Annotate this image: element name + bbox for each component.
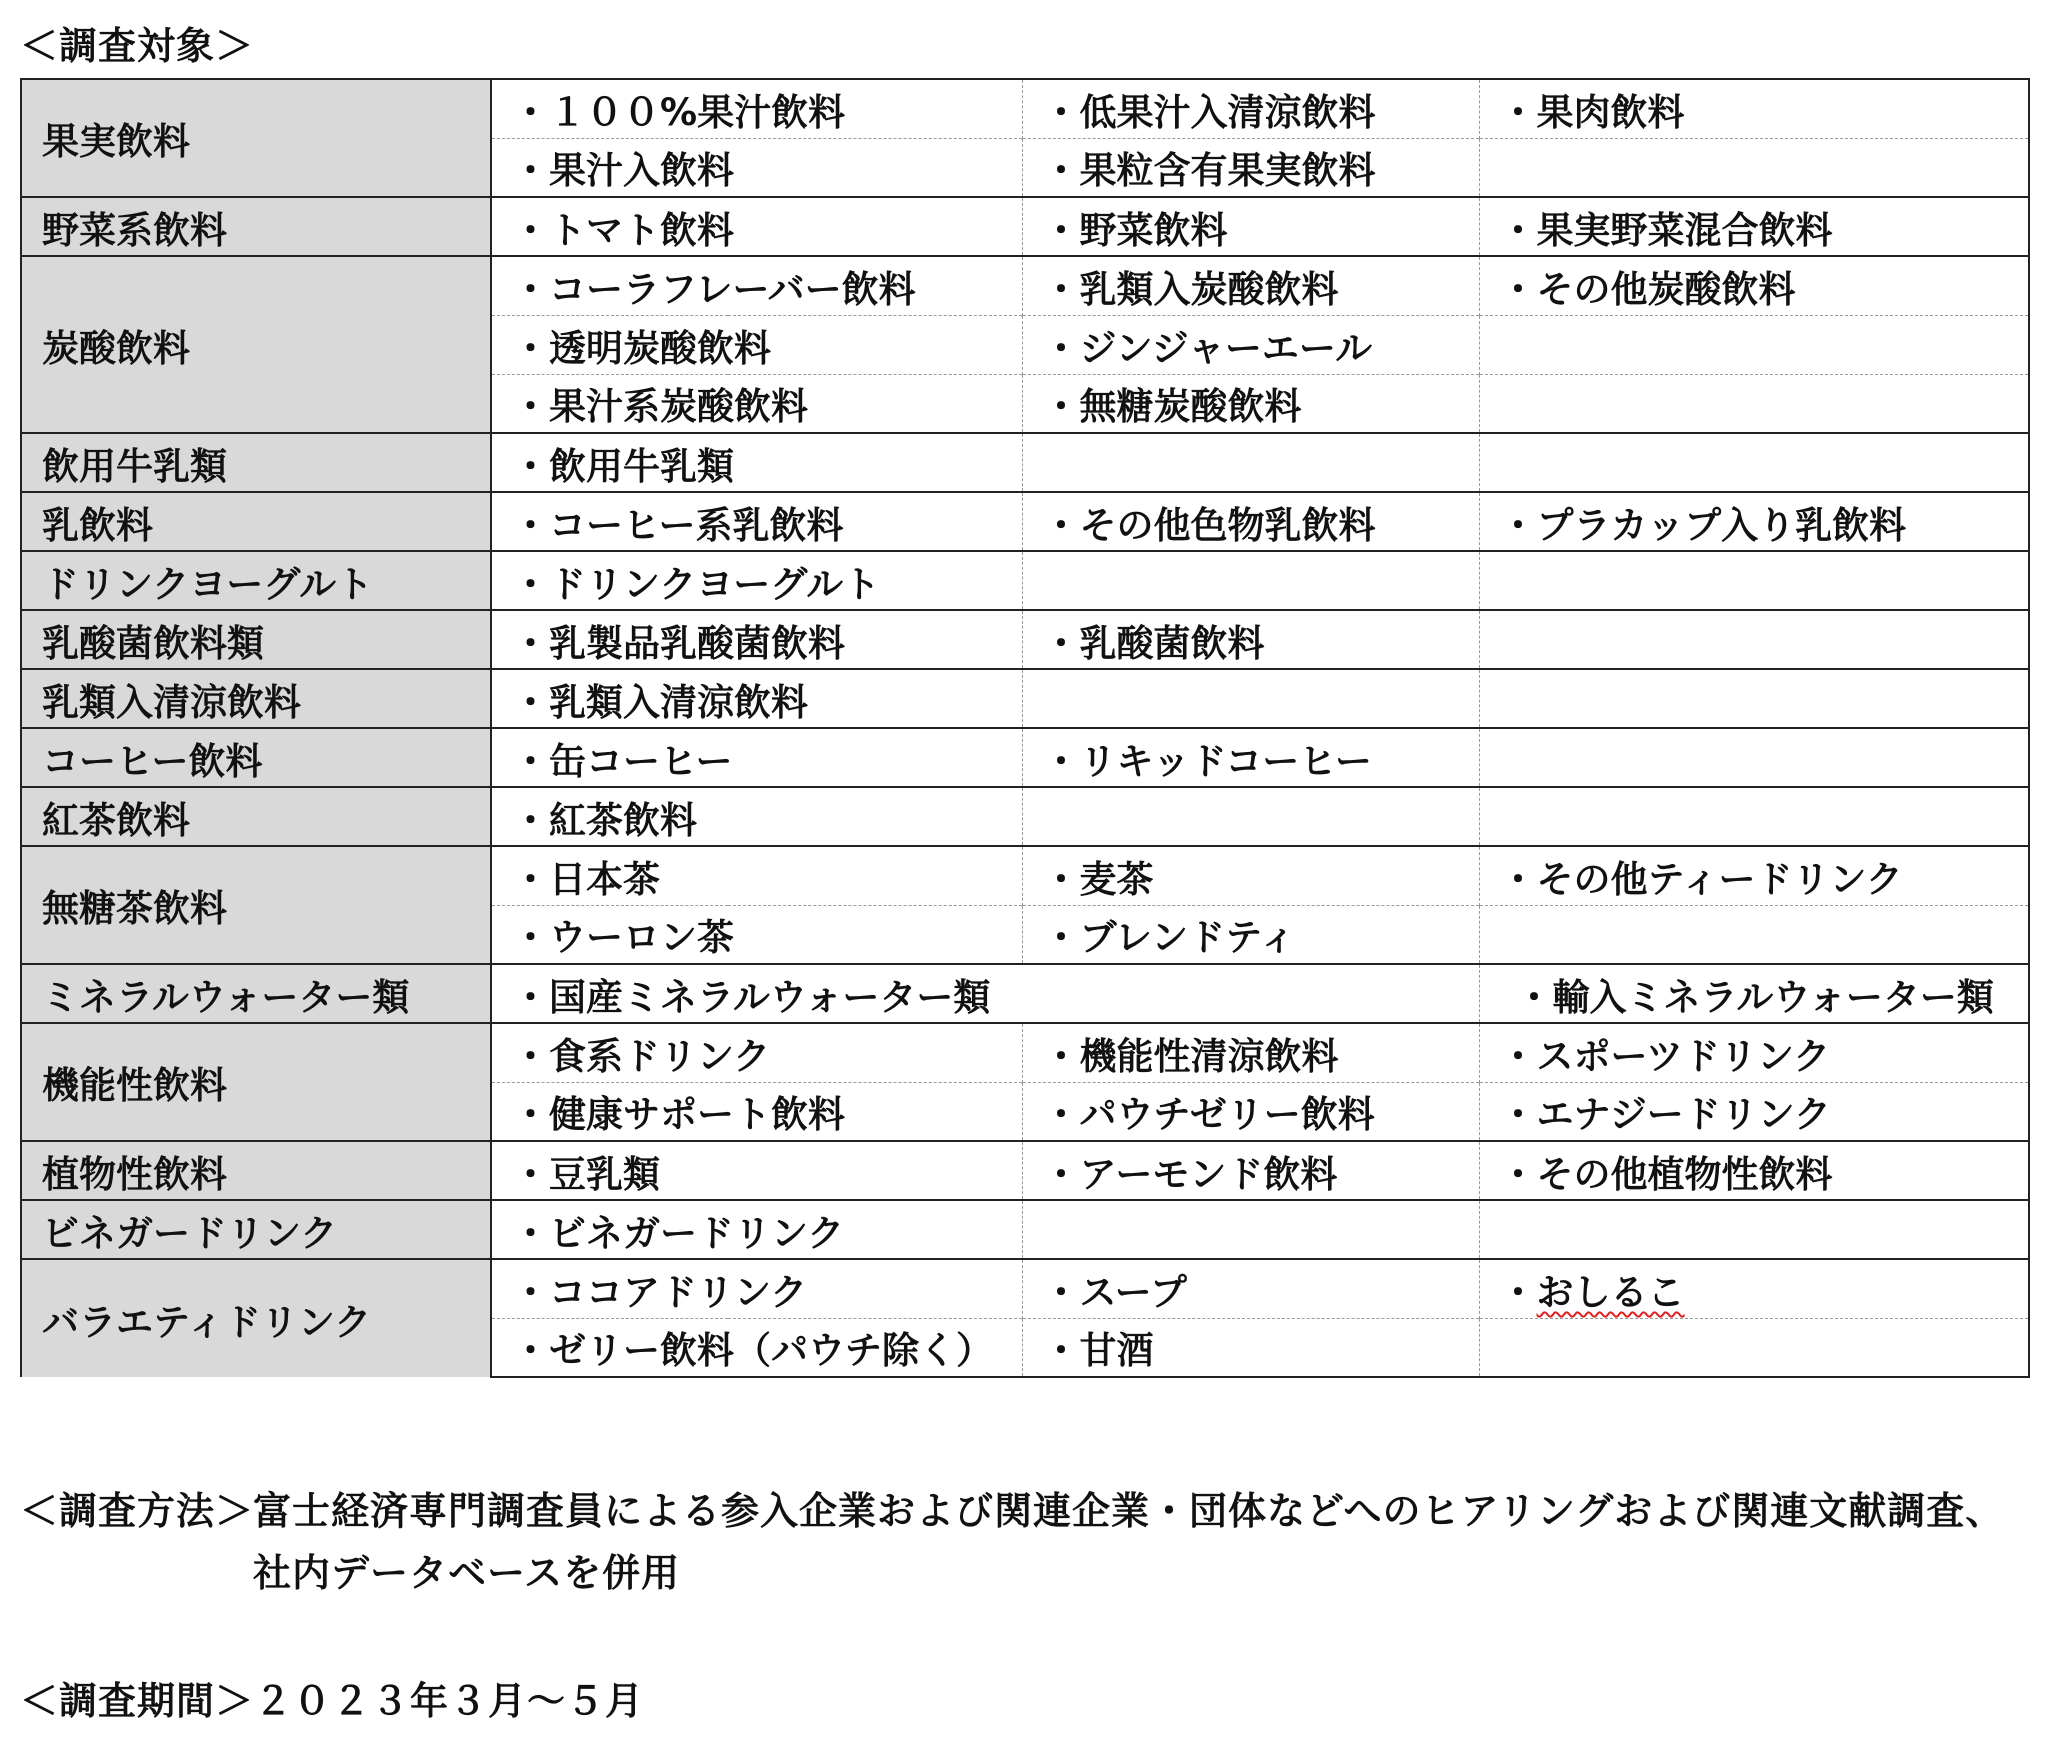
category-vinegar: ビネガードリンク <box>21 1200 491 1259</box>
category-carbonated: 炭酸飲料 <box>21 256 491 433</box>
item-cell: ・パウチゼリー飲料 <box>1022 1082 1479 1141</box>
item-cell: ・１００%果汁飲料 <box>491 79 1022 138</box>
table-row <box>21 1141 2029 1200</box>
table-row <box>21 197 2029 256</box>
empty-cell <box>1479 315 2029 374</box>
empty-cell <box>1022 1200 1479 1259</box>
table-row <box>21 256 2029 315</box>
empty-cell <box>1479 138 2029 197</box>
table-row <box>21 551 2029 610</box>
item-cell: ・ブレンドティ <box>1022 905 1479 964</box>
item-cell: ・ウーロン茶 <box>491 905 1022 964</box>
item-cell: ・ジンジャーエール <box>1022 315 1479 374</box>
item-cell: ・アーモンド飲料 <box>1022 1141 1479 1200</box>
empty-cell <box>1479 1318 2029 1377</box>
empty-cell <box>1022 433 1479 492</box>
item-cell: ・ゼリー飲料（パウチ除く） <box>491 1318 1022 1377</box>
bullet: ・ <box>1499 1270 1537 1314</box>
item-cell: ・その他色物乳飲料 <box>1022 492 1479 551</box>
item-cell: ・輸入ミネラルウォーター類 <box>1479 964 2029 1023</box>
category-yogurt: ドリンクヨーグルト <box>21 551 491 610</box>
empty-cell <box>1479 433 2029 492</box>
empty-cell <box>1479 905 2029 964</box>
table-row <box>21 728 2029 787</box>
item-cell: ・食系ドリンク <box>491 1023 1022 1082</box>
survey-period <box>20 1670 644 1732</box>
table-row <box>21 79 2029 138</box>
item-cell: ・麦茶 <box>1022 846 1479 905</box>
empty-cell <box>1022 787 1479 846</box>
item-cell: ・その他炭酸飲料 <box>1479 256 2029 315</box>
item-cell: ・低果汁入清涼飲料 <box>1022 79 1479 138</box>
item-cell <box>1479 1259 2029 1318</box>
category-plant: 植物性飲料 <box>21 1141 491 1200</box>
item-cell: ・乳類入清涼飲料 <box>491 669 1022 728</box>
item-cell: ・飲用牛乳類 <box>491 433 1022 492</box>
table-row <box>21 433 2029 492</box>
category-functional: 機能性飲料 <box>21 1023 491 1141</box>
item-cell: ・無糖炭酸飲料 <box>1022 374 1479 433</box>
item-cell: ・紅茶飲料 <box>491 787 1022 846</box>
item-cell: ・スープ <box>1022 1259 1479 1318</box>
table-row <box>21 669 2029 728</box>
category-milk-soft: 乳類入清涼飲料 <box>21 669 491 728</box>
table-row <box>21 1259 2029 1318</box>
empty-cell <box>1479 610 2029 669</box>
item-cell: ・果粒含有果実飲料 <box>1022 138 1479 197</box>
item-cell: ・その他植物性飲料 <box>1479 1141 2029 1200</box>
category-variety: バラエティドリンク <box>21 1259 491 1377</box>
survey-period-label: ＜調査期間＞ <box>20 1679 255 1723</box>
item-cell: ・機能性清涼飲料 <box>1022 1023 1479 1082</box>
item-cell: ・日本茶 <box>491 846 1022 905</box>
item-cell: ・乳類入炭酸飲料 <box>1022 256 1479 315</box>
item-cell: ・健康サポート飲料 <box>491 1082 1022 1141</box>
category-coffee: コーヒー飲料 <box>21 728 491 787</box>
item-cell: ・スポーツドリンク <box>1479 1023 2029 1082</box>
survey-period-value: ２０２３年３月～５月 <box>254 1679 645 1723</box>
item-cell: ・乳製品乳酸菌飲料 <box>491 610 1022 669</box>
category-unsweetened-tea: 無糖茶飲料 <box>21 846 491 964</box>
empty-cell <box>1479 374 2029 433</box>
item-cell: ・コーラフレーバー飲料 <box>491 256 1022 315</box>
empty-cell <box>1479 1200 2029 1259</box>
survey-target-heading: ＜調査対象＞ <box>20 24 255 68</box>
empty-cell <box>1479 728 2029 787</box>
spellcheck-underlined-text: おしるこ <box>1536 1270 1685 1314</box>
item-cell: ・リキッドコーヒー <box>1022 728 1479 787</box>
empty-cell <box>1479 551 2029 610</box>
item-cell: ・野菜飲料 <box>1022 197 1479 256</box>
category-lactic: 乳酸菌飲料類 <box>21 610 491 669</box>
item-cell: ・乳酸菌飲料 <box>1022 610 1479 669</box>
item-cell: ・透明炭酸飲料 <box>491 315 1022 374</box>
empty-cell <box>1022 551 1479 610</box>
table-row <box>21 610 2029 669</box>
item-cell: ・ビネガードリンク <box>491 1200 1022 1259</box>
category-mineral: ミネラルウォーター類 <box>21 964 491 1023</box>
category-milk: 飲用牛乳類 <box>21 433 491 492</box>
item-cell: ・果肉飲料 <box>1479 79 2029 138</box>
category-milk-drink: 乳飲料 <box>21 492 491 551</box>
survey-method-text <box>253 1480 2043 1604</box>
category-fruit: 果実飲料 <box>21 79 491 197</box>
item-cell: ・豆乳類 <box>491 1141 1022 1200</box>
table-row <box>21 1200 2029 1259</box>
item-cell: ・甘酒 <box>1022 1318 1479 1377</box>
item-cell: ・果実野菜混合飲料 <box>1479 197 2029 256</box>
table-row <box>21 787 2029 846</box>
survey-method-label: ＜調査方法＞ <box>20 1489 255 1533</box>
survey-method-line: 富士経済専門調査員による参入企業および関連企業・団体などへのヒアリングおよび関連文献調査、 <box>253 1489 2005 1533</box>
item-cell: ・ドリンクヨーグルト <box>491 551 1022 610</box>
item-cell: ・プラカップ入り乳飲料 <box>1479 492 2029 551</box>
item-cell: ・トマト飲料 <box>491 197 1022 256</box>
item-cell: ・果汁入飲料 <box>491 138 1022 197</box>
category-vegetable: 野菜系飲料 <box>21 197 491 256</box>
survey-target-table <box>20 78 2030 1378</box>
item-cell: ・コーヒー系乳飲料 <box>491 492 1022 551</box>
empty-cell <box>1479 787 2029 846</box>
table-row <box>21 846 2029 905</box>
category-black-tea: 紅茶飲料 <box>21 787 491 846</box>
item-cell: ・果汁系炭酸飲料 <box>491 374 1022 433</box>
item-cell: ・国産ミネラルウォーター類 <box>491 964 1479 1023</box>
survey-method-line: 社内データベースを併用 <box>253 1551 681 1595</box>
empty-cell <box>1022 669 1479 728</box>
item-cell: ・缶コーヒー <box>491 728 1022 787</box>
item-cell: ・その他ティードリンク <box>1479 846 2029 905</box>
table-row <box>21 964 2029 1023</box>
table-row <box>21 492 2029 551</box>
item-cell: ・エナジードリンク <box>1479 1082 2029 1141</box>
table-row <box>21 1023 2029 1082</box>
item-cell: ・ココアドリンク <box>491 1259 1022 1318</box>
empty-cell <box>1479 669 2029 728</box>
